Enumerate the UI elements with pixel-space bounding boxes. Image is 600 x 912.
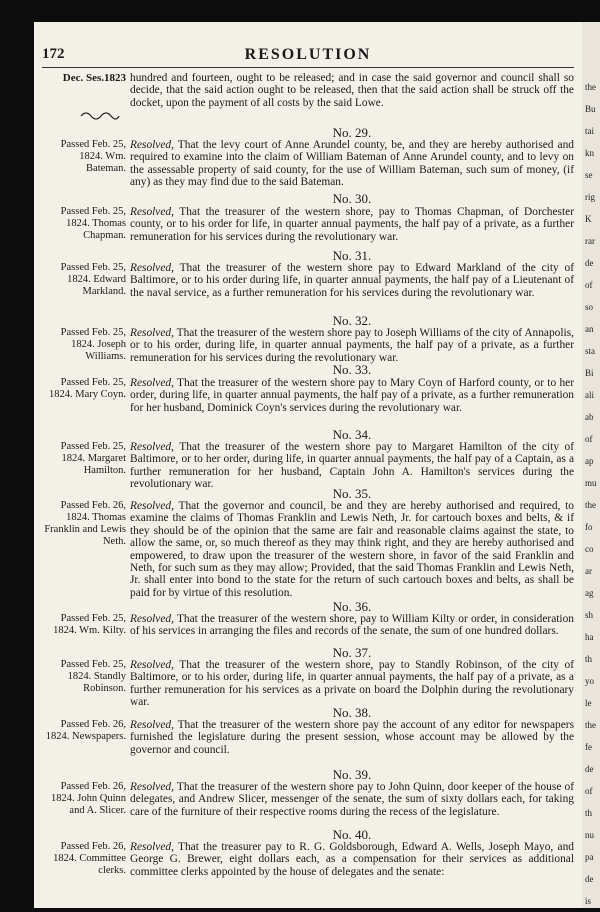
resolution-body: That the treasurer of the western shore pay the account of any editor for newspapers furnished the legislature during the present session, whose account may be allowed by the governor and council.: [130, 719, 574, 756]
edge-fragment: an: [585, 324, 594, 334]
resolution-text: [130, 719, 574, 756]
resolved-lead: Resolved,: [130, 139, 174, 151]
edge-fragment: co: [585, 544, 594, 554]
edge-fragment: the: [585, 500, 596, 510]
resolution-margin-note: Passed Feb. 25, 1824. Wm. Bateman.: [60, 139, 126, 174]
edge-fragment: tai: [585, 126, 594, 136]
resolution-text: [130, 500, 574, 599]
resolution-margin-note: Passed Feb. 26, 1824. John Quinn and A. Slicer.: [51, 781, 126, 816]
edge-fragment: rig: [585, 192, 595, 202]
resolved-lead: Resolved,: [130, 781, 174, 793]
document-page: [34, 22, 582, 908]
resolution-number: No. 29.: [332, 125, 372, 140]
edge-fragment: the: [585, 720, 596, 730]
header-rule: [42, 67, 574, 68]
edge-fragment: ab: [585, 412, 594, 422]
resolved-lead: Resolved,: [130, 500, 174, 512]
edge-fragment: ap: [585, 456, 594, 466]
resolution-body: That the treasurer of the western shore, pay to Standly Robinson, of the city of Baltimore, or to his order, during life, in quarter annual payments, the half pay of a private, as a further remuneration for his services as a private on board the Dolphin during the revolutionary war.: [130, 659, 574, 709]
resolution-number: No. 40.: [332, 827, 372, 842]
resolution-text: [130, 377, 574, 414]
edge-fragment: yo: [585, 676, 594, 686]
page-number: 172: [42, 46, 65, 62]
edge-fragment: th: [585, 808, 593, 818]
edge-fragment: ali: [585, 390, 594, 400]
resolution-text: [130, 441, 574, 491]
session-margin-note: Dec. Ses.1823: [62, 72, 126, 84]
resolution-margin-note: Passed Feb. 25, 1824. Standly Robinson.: [60, 659, 126, 694]
resolved-lead: Resolved,: [130, 719, 174, 731]
resolved-lead: Resolved,: [130, 262, 174, 274]
resolution-body: That the treasurer of the western shore pay to Edward Markland of the city of Baltimore, or to his order during life, in quarter annual payments, the half pay of a Lieutenant of the naval service, as a further remuneration for his services during the revolutionary war.: [130, 262, 574, 299]
resolution-number: No. 32.: [332, 313, 372, 328]
opening-paragraph: hundred and fourteen, ought to be released; and in case the said governor and council shall so decide, that the said action ought to be released, then that the said action shall be struck off the docket, upon the payment of all costs by the said Lowe.: [130, 72, 574, 109]
edge-fragment: kn: [585, 148, 594, 158]
resolution-body: That the governor and council, be and they are hereby authorised and required, to examine the claims of Thomas Franklin and Lewis Neth, Jr. for cartouch boxes and belts, & if they should be of the opinion that the same are fair and reasonable claims against the state, to allow the same, or, so much thereof as they may think right, and they are hereby authorised and empowered, to draw upon the treasurer of the western shore, in favor of the said Franklin and Neth, for such sum as they may allow; Provided, that the said Thomas Franklin and Lewis Neth, Jr. shall enter into bond to the state for the return of such cartouch boxes and belts, as shall be paid for by virtue of this resolution.: [130, 500, 574, 599]
running-head: RESOLUTION: [244, 46, 372, 63]
edge-fragment: de: [585, 874, 594, 884]
resolution-margin-note: Passed Feb. 25, 1824. Joseph Williams.: [60, 327, 126, 362]
resolution-number: No. 30.: [332, 191, 372, 206]
resolution-margin-note: Passed Feb. 26, 1824. Newspapers.: [45, 719, 126, 742]
resolution-body: That the treasurer of the western shore, pay to Thomas Chapman, of Dorchester county, or to his order for life, in quarter annual payments, the half pay of a private, as a further remuneration for his services during the revolutionary war.: [130, 206, 574, 243]
resolution-body: That the treasurer of the western shore pay to John Quinn, door keeper of the house of delegates, and Andrew Slicer, messenger of the senate, the sum of sixty dollars each, for taking care of the furniture of their respective rooms during the recess of the legislature.: [130, 781, 574, 818]
edge-fragment: of: [585, 280, 593, 290]
squiggle-ornament: [80, 110, 120, 120]
resolved-lead: Resolved,: [130, 613, 174, 625]
resolution-number: No. 36.: [332, 599, 372, 614]
resolution-text: [130, 659, 574, 709]
resolution-number: No. 39.: [332, 767, 372, 782]
resolution-body: That the treasurer pay to R. G. Goldsborough, Edward A. Wells, Joseph Mayo, and George G. Brewer, eight dollars each, as a compensation for their services as additional committee clerks appointed by the house of delegates and the senate:: [130, 841, 574, 878]
resolution-text: [130, 781, 574, 818]
edge-fragment: fe: [585, 742, 592, 752]
edge-fragment: the: [585, 82, 596, 92]
edge-fragment: so: [585, 302, 594, 312]
resolution-margin-note: Passed Feb. 25, 1824. Wm. Kilty.: [53, 613, 126, 636]
edge-fragment: se: [585, 170, 593, 180]
resolution-number: No. 33.: [332, 362, 372, 377]
resolution-body: That the treasurer of the western shore pay to Mary Coyn of Harford county, or to her order, during life, in quarter annual payments, the half pay of a private, as a further remuneration for her husband, Dominick Coyn's services during the revolutionary war.: [130, 377, 574, 414]
resolution-number: No. 38.: [332, 705, 372, 720]
adjacent-page-edge: [582, 22, 600, 908]
resolution-text: [130, 327, 574, 364]
resolved-lead: Resolved,: [130, 659, 174, 671]
edge-fragment: le: [585, 698, 592, 708]
edge-fragment: K: [585, 214, 592, 224]
resolved-lead: Resolved,: [130, 841, 174, 853]
resolution-body: That the levy court of Anne Arundel county, be, and they are hereby authorised and required to examine into the claim of William Bateman of Anne Arundel county, and to levy on the assessable property of said county, for the use of William Bateman, such sum of money, (if any) as they may find due to the said Bateman.: [130, 139, 574, 189]
resolution-text: [130, 841, 574, 878]
edge-fragment: sh: [585, 610, 594, 620]
page-header: [42, 46, 574, 66]
resolution-body: That the treasurer of the western shore pay to Joseph Williams of the city of Annapolis, or to his order, during life, in quarter annual payments, the half pay of a private, as a further remuneration for his services during the revolutionary war.: [130, 327, 574, 364]
resolution-margin-note: Passed Feb. 25, 1824. Margaret Hamilton.: [60, 441, 126, 476]
resolution-body: That the treasurer of the western shore pay to Margaret Hamilton of the city of Baltimore, or to her order, during life, in quarter annual payments, the half pay of a Captain, as a further remuneration for her husband, Captain John A. Hamilton's services during the revolutionary war.: [130, 441, 574, 491]
edge-fragment: fo: [585, 522, 593, 532]
resolution-number: No. 34.: [332, 427, 372, 442]
edge-fragment: of: [585, 434, 593, 444]
edge-fragment: de: [585, 258, 594, 268]
resolution-margin-note: Passed Feb. 26, 1824. Thomas Franklin and Lewis Neth.: [44, 500, 126, 547]
resolution-number: No. 31.: [332, 248, 372, 263]
resolved-lead: Resolved,: [130, 327, 174, 339]
resolution-margin-note: Passed Feb. 25, 1824. Thomas Chapman.: [60, 206, 126, 241]
edge-fragment: pa: [585, 852, 594, 862]
edge-fragment: mu: [585, 478, 597, 488]
resolved-lead: Resolved,: [130, 441, 174, 453]
edge-fragment: sta: [585, 346, 595, 356]
resolution-text: [130, 139, 574, 189]
edge-fragment: Bu: [585, 104, 596, 114]
resolution-text: [130, 206, 574, 243]
edge-fragment: th: [585, 654, 593, 664]
resolution-text: [130, 613, 574, 638]
resolution-margin-note: Passed Feb. 25, 1824. Edward Markland.: [60, 262, 126, 297]
resolution-margin-note: Passed Feb. 25, 1824. Mary Coyn.: [49, 377, 126, 400]
edge-fragment: is: [585, 896, 592, 906]
resolution-number: No. 37.: [332, 645, 372, 660]
resolution-margin-note: Passed Feb. 26, 1824. Committee clerks.: [53, 841, 126, 876]
edge-fragment: ha: [585, 632, 594, 642]
resolution-number: No. 35.: [332, 486, 372, 501]
edge-fragment: of: [585, 786, 593, 796]
resolution-body: That the treasurer of the western shore, pay to William Kilty or order, in consideration of his services in arranging the files and records of the senate, the sum of one hundred dollars.: [130, 613, 574, 638]
resolution-text: [130, 262, 574, 299]
edge-fragment: Bi: [585, 368, 594, 378]
edge-fragment: rar: [585, 236, 595, 246]
resolved-lead: Resolved,: [130, 206, 174, 218]
edge-fragment: ag: [585, 588, 594, 598]
edge-fragment: ar: [585, 566, 592, 576]
edge-fragment: de: [585, 764, 594, 774]
resolved-lead: Resolved,: [130, 377, 174, 389]
edge-fragment: nu: [585, 830, 594, 840]
